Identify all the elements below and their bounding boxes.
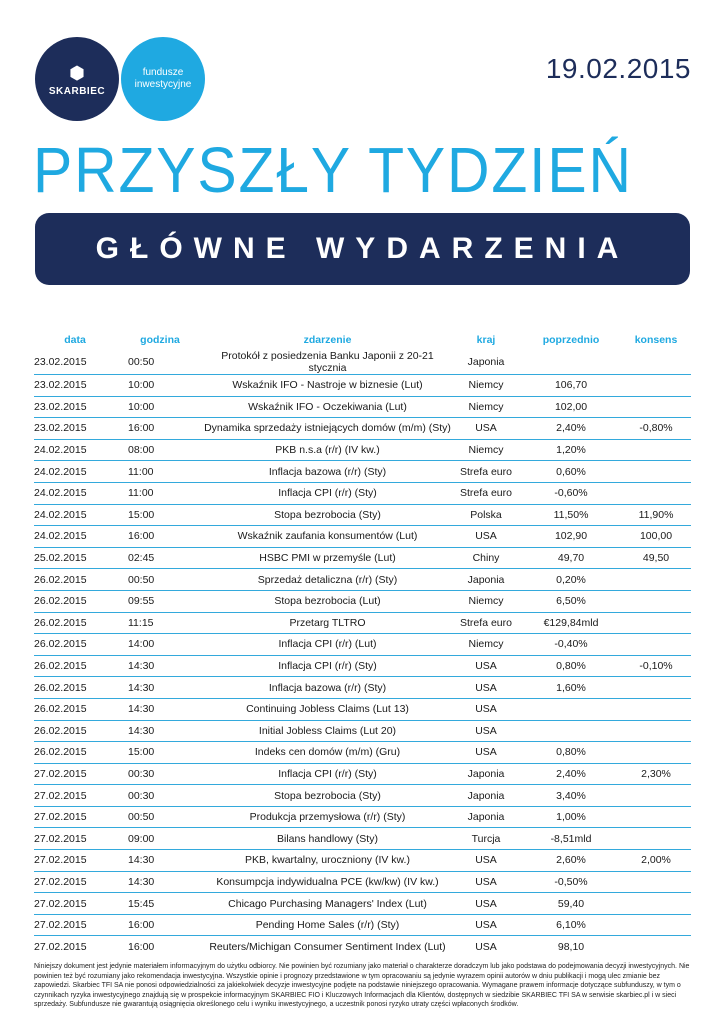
table-row: [34, 504, 691, 526]
cell-time: 15:00: [116, 504, 204, 526]
logo-sub-line2: inwestycyjne: [134, 79, 192, 90]
cell-date: 26.02.2015: [34, 612, 116, 634]
cell-country: Strefa euro: [451, 612, 521, 634]
cell-date: 27.02.2015: [34, 785, 116, 807]
cell-previous: -8,51mld: [521, 828, 621, 850]
col-header-time: godzina: [140, 334, 180, 346]
cell-event: PKB n.s.a (r/r) (IV kw.): [204, 439, 451, 461]
cell-date: 25.02.2015: [34, 547, 116, 569]
cell-time: 14:30: [116, 698, 204, 720]
table-row: [34, 482, 691, 504]
cell-time: 00:50: [116, 569, 204, 591]
cell-time: 16:00: [116, 914, 204, 936]
cell-event: Inflacja CPI (r/r) (Sty): [204, 482, 451, 504]
cell-previous: 98,10: [557, 940, 585, 953]
cell-previous: -0,50%: [521, 871, 621, 893]
cell-country: Niemcy: [451, 439, 521, 461]
cell-country: Niemcy: [451, 590, 521, 612]
cell-consensus: [621, 482, 691, 504]
cell-time: 14:30: [116, 871, 204, 893]
cell-country: Niemcy: [451, 375, 521, 397]
cell-time: 00:30: [116, 763, 204, 785]
cell-consensus: [621, 461, 691, 483]
cell-time: 11:00: [116, 461, 204, 483]
cell-event: Bilans handlowy (Sty): [204, 828, 451, 850]
cell-date: 26.02.2015: [34, 677, 116, 699]
cell-date: 23.02.2015: [34, 375, 116, 397]
cell-event: Wskaźnik zaufania konsumentów (Lut): [204, 526, 451, 548]
cell-country: USA: [451, 914, 521, 936]
cell-previous: 1,00%: [521, 806, 621, 828]
cell-date: 24.02.2015: [34, 504, 116, 526]
table-row: [34, 375, 691, 397]
cell-previous: 1,60%: [521, 677, 621, 699]
table-row: [34, 763, 691, 785]
cell-time: 16:00: [116, 526, 204, 548]
cell-time: 16:00: [128, 940, 155, 953]
table-row: [34, 396, 691, 418]
cell-previous: -0,60%: [521, 482, 621, 504]
cell-event: Reuters/Michigan Consumer Sentiment Index (Lut): [209, 940, 446, 953]
cell-date: 27.02.2015: [34, 871, 116, 893]
cell-consensus: [621, 375, 691, 397]
cell-country: USA: [451, 850, 521, 872]
cell-event: Inflacja CPI (r/r) (Sty): [204, 763, 451, 785]
cell-consensus: [621, 439, 691, 461]
cell-consensus: 2,00%: [621, 850, 691, 872]
cell-event: Initial Jobless Claims (Lut 20): [204, 720, 451, 742]
cell-event: PKB, kwartalny, uroczniony (IV kw.): [204, 850, 451, 872]
table-row: [34, 936, 691, 957]
cell-previous: [521, 720, 621, 742]
cell-date: 26.02.2015: [34, 742, 116, 764]
cell-country: USA: [451, 526, 521, 548]
cell-date: 24.02.2015: [34, 439, 116, 461]
cell-consensus: [621, 677, 691, 699]
table-row: [34, 720, 691, 742]
cell-consensus: [621, 893, 691, 915]
table-header: [34, 330, 691, 350]
cell-time: 15:00: [116, 742, 204, 764]
cell-date: 27.02.2015: [34, 850, 116, 872]
cell-time: 00:50: [116, 350, 204, 375]
cell-date: 27.02.2015: [34, 893, 116, 915]
cell-event: Inflacja bazowa (r/r) (Sty): [204, 677, 451, 699]
cell-consensus: [621, 828, 691, 850]
cell-country: USA: [451, 655, 521, 677]
cell-consensus: [621, 742, 691, 764]
cell-event: Stopa bezrobocia (Sty): [204, 785, 451, 807]
cell-event: Dynamika sprzedaży istniejących domów (m/m) (Sty): [204, 418, 451, 440]
cell-event: Pending Home Sales (r/r) (Sty): [204, 914, 451, 936]
cell-country: USA: [451, 720, 521, 742]
events-table: [34, 330, 691, 957]
cell-date: 27.02.2015: [34, 828, 116, 850]
cell-date: 27.02.2015: [34, 940, 87, 953]
cell-previous: 102,00: [521, 396, 621, 418]
cell-country: USA: [451, 418, 521, 440]
cell-country: Japonia: [451, 785, 521, 807]
cell-event: Inflacja CPI (r/r) (Lut): [204, 634, 451, 656]
table-row: [34, 806, 691, 828]
skarbiec-mark-icon: ⬢: [69, 62, 85, 83]
cell-previous: 0,60%: [521, 461, 621, 483]
col-header-consensus: konsens: [634, 334, 678, 346]
cell-previous: 3,40%: [521, 785, 621, 807]
table-row: [34, 655, 691, 677]
cell-country: USA: [451, 698, 521, 720]
cell-consensus: -0,80%: [621, 418, 691, 440]
table-row: [34, 914, 691, 936]
cell-date: 26.02.2015: [34, 590, 116, 612]
table-row: [34, 590, 691, 612]
table-row: [34, 742, 691, 764]
cell-time: 00:30: [116, 785, 204, 807]
cell-event: HSBC PMI w przemyśle (Lut): [204, 547, 451, 569]
cell-country: USA: [475, 940, 497, 953]
cell-time: 14:00: [116, 634, 204, 656]
cell-previous: 0,80%: [521, 742, 621, 764]
cell-time: 14:30: [116, 850, 204, 872]
cell-previous: 11,50%: [521, 504, 621, 526]
cell-date: 24.02.2015: [34, 461, 116, 483]
cell-consensus: [621, 612, 691, 634]
cell-consensus: [621, 785, 691, 807]
cell-consensus: [621, 634, 691, 656]
cell-previous: 49,70: [521, 547, 621, 569]
cell-previous: 106,70: [521, 375, 621, 397]
cell-event: Stopa bezrobocia (Sty): [204, 504, 451, 526]
cell-country: Japonia: [451, 806, 521, 828]
cell-event: Continuing Jobless Claims (Lut 13): [204, 698, 451, 720]
cell-country: USA: [451, 742, 521, 764]
cell-date: 26.02.2015: [34, 698, 116, 720]
cell-previous: [521, 350, 621, 375]
cell-time: 11:00: [116, 482, 204, 504]
cell-date: 26.02.2015: [34, 655, 116, 677]
table-row: [34, 893, 691, 915]
table-row: [34, 461, 691, 483]
cell-date: 24.02.2015: [34, 526, 116, 548]
cell-previous: 1,20%: [521, 439, 621, 461]
cell-event: Wskaźnik IFO - Oczekiwania (Lut): [204, 396, 451, 418]
cell-date: 26.02.2015: [34, 569, 116, 591]
section-banner: [35, 213, 690, 285]
cell-time: 08:00: [116, 439, 204, 461]
cell-event: Produkcja przemysłowa (r/r) (Sty): [204, 806, 451, 828]
cell-consensus: [621, 914, 691, 936]
fundusze-logo: [121, 37, 205, 121]
table-row: [34, 439, 691, 461]
cell-country: Chiny: [451, 547, 521, 569]
cell-time: 09:55: [116, 590, 204, 612]
table-row: [34, 350, 691, 375]
table-row: [34, 569, 691, 591]
cell-previous: 2,40%: [521, 418, 621, 440]
table-row: [34, 850, 691, 872]
cell-country: USA: [451, 677, 521, 699]
cell-date: 23.02.2015: [34, 350, 116, 375]
col-header-date: data: [64, 334, 86, 346]
col-header-previous: poprzednio: [542, 334, 600, 346]
cell-event: Stopa bezrobocia (Lut): [204, 590, 451, 612]
cell-time: 16:00: [116, 418, 204, 440]
cell-time: 10:00: [116, 396, 204, 418]
cell-date: 24.02.2015: [34, 482, 116, 504]
cell-event: Protokół z posiedzenia Banku Japonii z 20-21 stycznia: [204, 350, 451, 375]
skarbiec-logo: [35, 37, 119, 121]
cell-event: Inflacja CPI (r/r) (Sty): [204, 655, 451, 677]
cell-consensus: [621, 350, 691, 375]
cell-country: Polska: [451, 504, 521, 526]
cell-time: 14:30: [116, 677, 204, 699]
cell-consensus: [621, 871, 691, 893]
cell-date: 27.02.2015: [34, 914, 116, 936]
disclaimer: Niniejszy dokument jest jedynie materiałem informacyjnym do użytku odbiorcy. Nie powinien być rozumiany jako materiał o charakterze doradczym lub jako podstawa do podejmowania decyzji inwestycyjnych. Nie powinien też być rozumiany jako rekomendacja inwestycyjna. Wszystkie opinie i prognozy przedstawione w tym opracowaniu są jedynie wyrazem opinii autorów w dniu publikacji i mogą ulec zmianie bez zapowiedzi. Skarbiec TFI SA nie ponosi odpowiedzialności za jakiekolwiek decyzje inwestycyjne podjęte na podstawie niniejszego opracowania. Wymagane prawem informacje dotyczące subfunduszy, w tym o czynnikach ryzyka inwestycyjnego znajdują się w prospekcie informacyjnym SKARBIEC FIO i Kluczowych Informacjach dla Klientów, dostępnych w siedzibie SKARBIEC TFI SA w serwisie skarbiec.pl i w sieci sprzedaży. Subfundusze nie gwarantują osiągnięcia określonego celu i wyniku inwestycyjnego, a uczestnik ponosi ryzyko utraty części wpłaconych środków.: [34, 963, 690, 1008]
cell-consensus: [621, 936, 691, 957]
table-row: [34, 698, 691, 720]
cell-previous: 102,90: [521, 526, 621, 548]
cell-previous: 2,60%: [521, 850, 621, 872]
cell-consensus: 100,00: [621, 526, 691, 548]
table-row: [34, 828, 691, 850]
cell-time: 14:30: [116, 720, 204, 742]
cell-consensus: [621, 698, 691, 720]
table-row: [34, 547, 691, 569]
cell-time: 09:00: [116, 828, 204, 850]
cell-consensus: [621, 720, 691, 742]
cell-previous: [521, 698, 621, 720]
cell-previous: 0,80%: [521, 655, 621, 677]
table-row: [34, 677, 691, 699]
cell-time: 10:00: [116, 375, 204, 397]
cell-time: 02:45: [116, 547, 204, 569]
cell-country: USA: [451, 871, 521, 893]
cell-previous: 0,20%: [521, 569, 621, 591]
col-header-country: kraj: [476, 334, 496, 346]
cell-consensus: -0,10%: [621, 655, 691, 677]
cell-consensus: 2,30%: [621, 763, 691, 785]
cell-previous: 59,40: [521, 893, 621, 915]
cell-event: Sprzedaż detaliczna (r/r) (Sty): [204, 569, 451, 591]
table-row: [34, 526, 691, 548]
logo-brand: SKARBIEC: [48, 85, 106, 97]
cell-date: 26.02.2015: [34, 634, 116, 656]
table-row: [34, 634, 691, 656]
cell-country: Niemcy: [451, 634, 521, 656]
cell-event: Wskaźnik IFO - Nastroje w biznesie (Lut): [204, 375, 451, 397]
cell-time: 11:15: [116, 612, 204, 634]
cell-date: 27.02.2015: [34, 806, 116, 828]
cell-consensus: 11,90%: [621, 504, 691, 526]
cell-country: Turcja: [451, 828, 521, 850]
cell-previous: 2,40%: [521, 763, 621, 785]
cell-time: 15:45: [116, 893, 204, 915]
col-header-event: zdarzenie: [303, 334, 352, 346]
table-row: [34, 612, 691, 634]
table-row: [34, 418, 691, 440]
cell-date: 23.02.2015: [34, 396, 116, 418]
cell-event: Chicago Purchasing Managers' Index (Lut): [204, 893, 451, 915]
logo-sub-line1: fundusze: [142, 67, 184, 78]
table-row: [34, 871, 691, 893]
page-title: PRZYSZŁY TYDZIEŃ: [33, 134, 633, 206]
cell-country: Japonia: [451, 350, 521, 375]
cell-event: Przetarg TLTRO: [204, 612, 451, 634]
banner-text: GŁÓWNE WYDARZENIA: [95, 232, 630, 265]
report-date: 19.02.2015: [545, 53, 691, 84]
cell-date: 23.02.2015: [34, 418, 116, 440]
cell-time: 00:50: [116, 806, 204, 828]
table-body: [34, 350, 691, 957]
cell-date: 27.02.2015: [34, 763, 116, 785]
cell-country: USA: [451, 893, 521, 915]
table-row: [34, 785, 691, 807]
cell-consensus: [621, 806, 691, 828]
cell-previous: 6,50%: [521, 590, 621, 612]
cell-consensus: [621, 396, 691, 418]
cell-country: Japonia: [451, 763, 521, 785]
cell-date: 26.02.2015: [34, 720, 116, 742]
cell-consensus: [621, 590, 691, 612]
cell-country: Niemcy: [451, 396, 521, 418]
cell-country: Strefa euro: [451, 482, 521, 504]
cell-consensus: [621, 569, 691, 591]
cell-previous: -0,40%: [521, 634, 621, 656]
cell-country: Japonia: [451, 569, 521, 591]
cell-previous: 6,10%: [521, 914, 621, 936]
cell-event: Inflacja bazowa (r/r) (Sty): [204, 461, 451, 483]
cell-event: Indeks cen domów (m/m) (Gru): [204, 742, 451, 764]
cell-previous: €129,84mld: [521, 612, 621, 634]
cell-consensus: 49,50: [621, 547, 691, 569]
cell-event: Konsumpcja indywidualna PCE (kw/kw) (IV kw.): [204, 871, 451, 893]
cell-country: Strefa euro: [451, 461, 521, 483]
cell-time: 14:30: [116, 655, 204, 677]
